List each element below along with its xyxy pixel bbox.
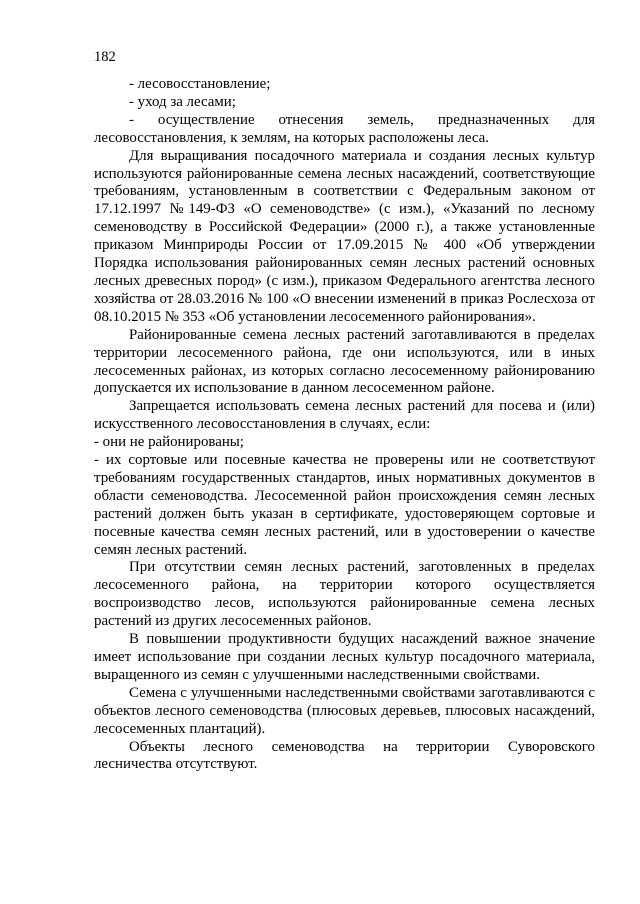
paragraph-seed-requirements: Для выращивания посадочного материала и создания лесных культур используются районированные семена лесных насаждений, соответствующие требованиям, установленным в соответствии с Федеральным законом от 17.12.1997 №149-ФЗ «О семеноводстве» (с изм.), «Указаний по лесному семеноводству в Российской Федерации» (2000 г.), а также установленные приказом Минприроды России от 17.09.2015 № 400 «Об утверждении Порядка использования районированных семян лесных растений основных лесных древесных пород» (с изм.), приказом Федерального агентства лесного хозяйства от 28.03.2016 № 100 «О внесении изменений в приказ Рослесхоза от 08.10.2015 № 353 «Об установлении лесосеменного районирования». [94, 147, 595, 325]
list-item-land-assignment: - осуществление отнесения земель, предназначенных для лесовосстановления, к землям, на которых расположены леса. [94, 111, 595, 146]
paragraph-improved-seeds: Семена с улучшенными наследственными свойствами заготавливаются с объектов лесного семеноводства (плюсовых деревьев, плюсовых насаждений, лесосеменных плантаций). [94, 684, 595, 737]
list-item-not-verified: - их сортовые или посевные качества не проверены или не соответствуют требованиям государственных стандартов, иных нормативных документов в области семеноводства. Лесосеменной район происхождения семян лесных растений должен быть указан в сертификате, удостоверяющем сортовые и посевные качества семян лесных растений, или в удостоверении о качестве семян лесных растений. [94, 452, 595, 558]
paragraph-prohibition: Запрещается использовать семена лесных растений для посева и (или) искусственного лесовосстановления в случаях, если: [94, 398, 595, 433]
list-item-not-zoned: - они не районированы; [94, 434, 244, 451]
body-text [94, 76, 595, 774]
list-item-reforestation: - лесовосстановление; [129, 76, 271, 92]
list-item-forest-care: - уход за лесами; [129, 93, 236, 110]
paragraph-zoned-seeds: Районированные семена лесных растений заготавливаются в пределах территории лесосеменного района, где они используются, или в иных лесосеменных районах, из которых согласно лесосеменному районированию допускается их использование в данном лесосеменном районе. [94, 326, 595, 397]
paragraph-absence-of-seeds: При отсутствии семян лесных растений, заготовленных в пределах лесосеменного района, на территории которого осуществляется воспроизводство лесов, используются районированные семена лесных растений из других лесосеменных районов. [94, 559, 595, 630]
paragraph-productivity: В повышении продуктивности будущих насаждений важное значение имеет использование при создании лесных культур посадочного материала, выращенного из семян с улучшенными наследственными свойствами. [94, 631, 595, 683]
page-number: 182 [94, 49, 116, 65]
paragraph-no-seed-objects: Объекты лесного семеноводства на территории Суворовского лесничества отсутствуют. [94, 738, 595, 773]
